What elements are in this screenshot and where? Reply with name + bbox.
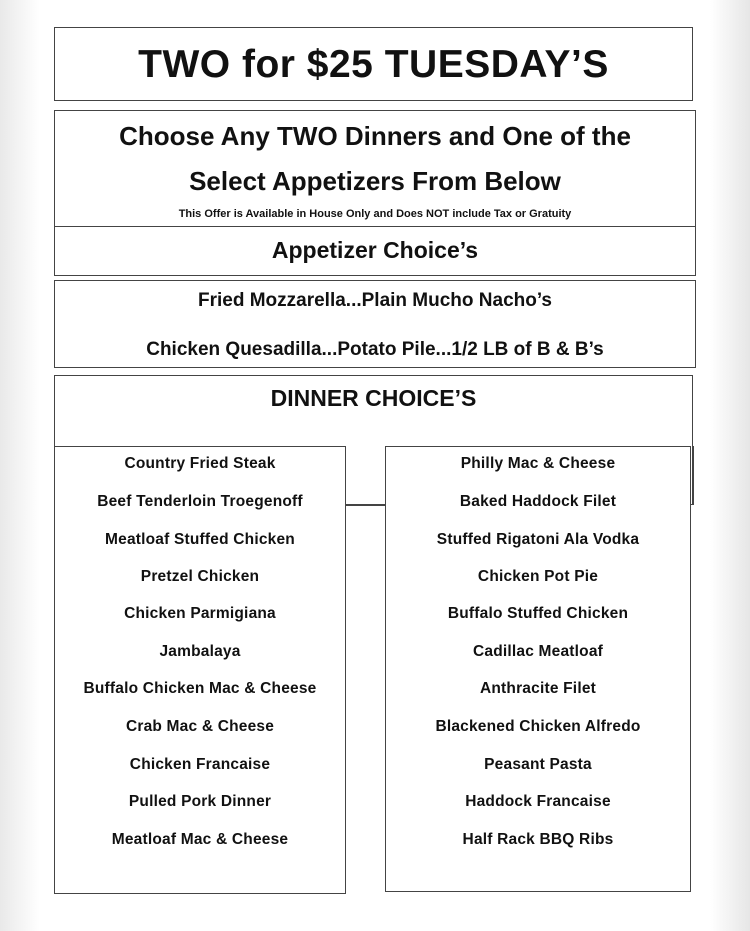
dinner-heading: DINNER CHOICE’S [270, 385, 477, 411]
appetizer-line-2: Chicken Quesadilla...Potato Pile...1/2 LB of B & B’s [146, 339, 604, 360]
dinner-item: Meatloaf Stuffed Chicken [105, 531, 295, 548]
dinner-item: Haddock Francaise [465, 793, 611, 810]
dinner-item: Country Fried Steak [124, 455, 276, 472]
offer-line-2: Select Appetizers From Below [189, 166, 561, 196]
dinner-column-left [54, 446, 346, 894]
dinner-column-right [385, 446, 691, 892]
dinner-item: Anthracite Filet [479, 680, 597, 697]
dinner-item: Buffalo Stuffed Chicken [447, 605, 629, 622]
dinner-item: Cadillac Meatloaf [472, 643, 604, 660]
dinner-item: Stuffed Rigatoni Ala Vodka [436, 531, 640, 548]
offer-line-1: Choose Any TWO Dinners and One of the [119, 121, 631, 151]
dinner-item: Pulled Pork Dinner [128, 793, 272, 810]
dinner-item: Buffalo Chicken Mac & Cheese [83, 680, 317, 697]
dinner-item: Beef Tenderloin Troegenoff [97, 493, 303, 510]
dinner-item: Chicken Pot Pie [477, 568, 599, 585]
dinner-item: Jambalaya [159, 643, 241, 660]
offer-note: This Offer is Available in House Only and Does NOT include Tax or Gratuity [178, 208, 572, 220]
dinner-item: Chicken Francaise [129, 756, 271, 773]
dinner-item: Chicken Parmigiana [124, 605, 276, 622]
appetizer-list-box [54, 280, 696, 368]
connector-line [346, 505, 385, 506]
title-box [54, 27, 693, 101]
appetizer-line-1: Fried Mozzarella...Plain Mucho Nacho’s [197, 290, 553, 311]
appetizer-heading: Appetizer Choice’s [271, 237, 479, 263]
dinner-item: Peasant Pasta [484, 756, 592, 773]
dinner-item: Philly Mac & Cheese [460, 455, 616, 472]
dinner-item: Baked Haddock Filet [459, 493, 617, 510]
page-title: TWO for $25 TUESDAY’S [138, 43, 609, 86]
dinner-item: Crab Mac & Cheese [125, 718, 275, 735]
box-edge-line [693, 446, 694, 505]
dinner-item: Meatloaf Mac & Cheese [111, 831, 289, 848]
offer-box [54, 110, 696, 228]
dinner-item: Half Rack BBQ Ribs [462, 831, 614, 848]
dinner-item: Pretzel Chicken [140, 568, 260, 585]
appetizer-header-box [54, 226, 696, 276]
dinner-item: Blackened Chicken Alfredo [435, 718, 641, 735]
